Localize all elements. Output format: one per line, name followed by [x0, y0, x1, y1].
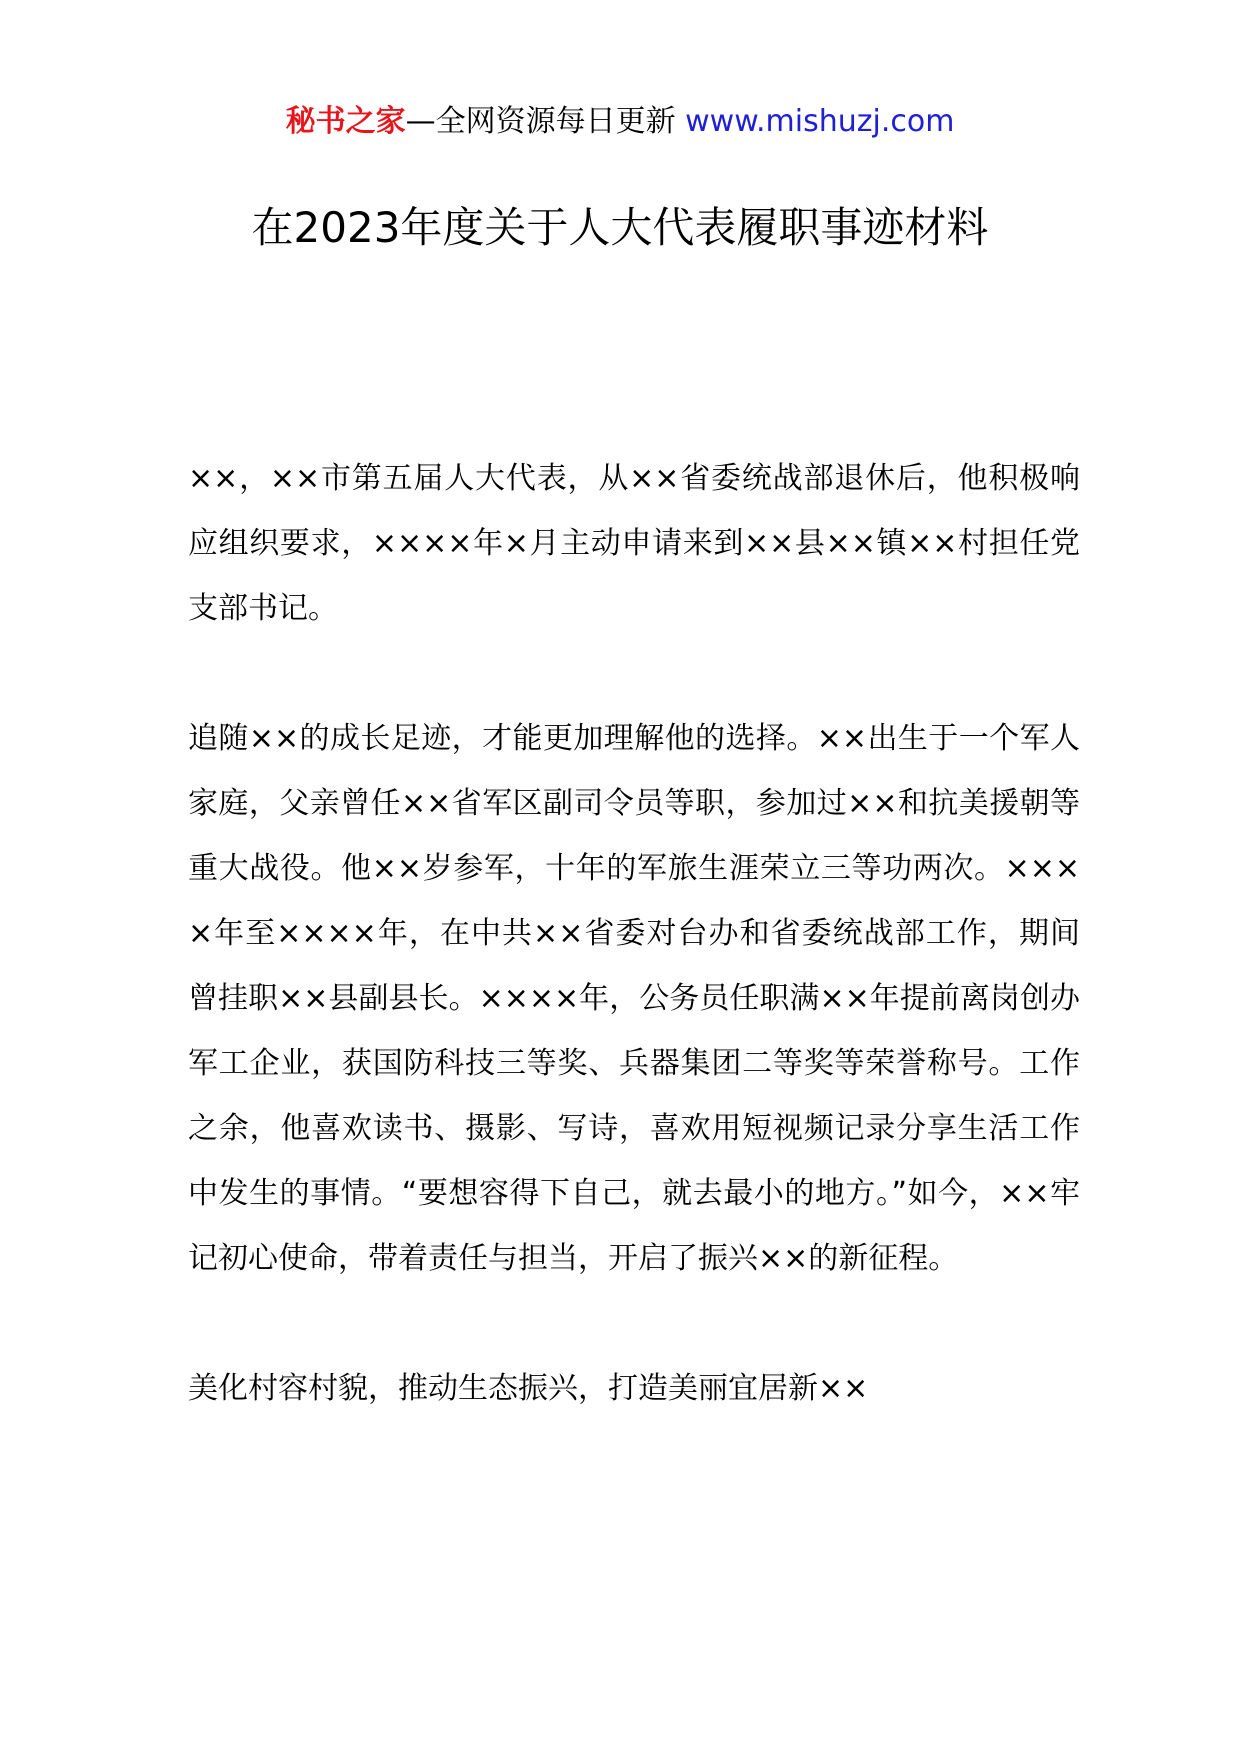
paragraph-background: 追随××的成长足迹，才能更加理解他的选择。××出生于一个军人家庭，父亲曾任××省军区副司令员等职，参加过××和抗美援朝等重大战役。他××岁参军，十年的军旅生涯荣立三等功两次。××××年至××××年，在中共××省委对台办和省委统战部工作，期间曾挂职××县副县长。××××年，公务员任职满××年提前离岗创办军工企业，获国防科技三等奖、兵器集团二等奖等荣誉称号。工作之余，他喜欢读书、摄影、写诗，喜欢用短视频记录分享生活工作中发生的事情。“要想容得下自己，就去最小的地方。”如今，××牢记初心使命，带着责任与担当，开启了振兴××的新征程。 [188, 721, 1080, 1276]
document-title: 在2023年度关于人大代表履职事迹材料 [251, 203, 989, 252]
document-body [188, 446, 1080, 1421]
paragraph-intro: ××，××市第五届人大代表，从××省委统战部退休后，他积极响应组织要求，××××年×月主动申请来到××县××镇××村担任党支部书记。 [188, 461, 1080, 626]
site-tagline: —全网资源每日更新 [405, 104, 686, 139]
site-url-link[interactable]: www.mishuzj.com [685, 104, 955, 139]
site-header [0, 100, 1240, 144]
site-brand: 秘书之家 [285, 104, 406, 139]
section-heading: 美化村容村貌，推动生态振兴，打造美丽宜居新×× [188, 1371, 869, 1406]
